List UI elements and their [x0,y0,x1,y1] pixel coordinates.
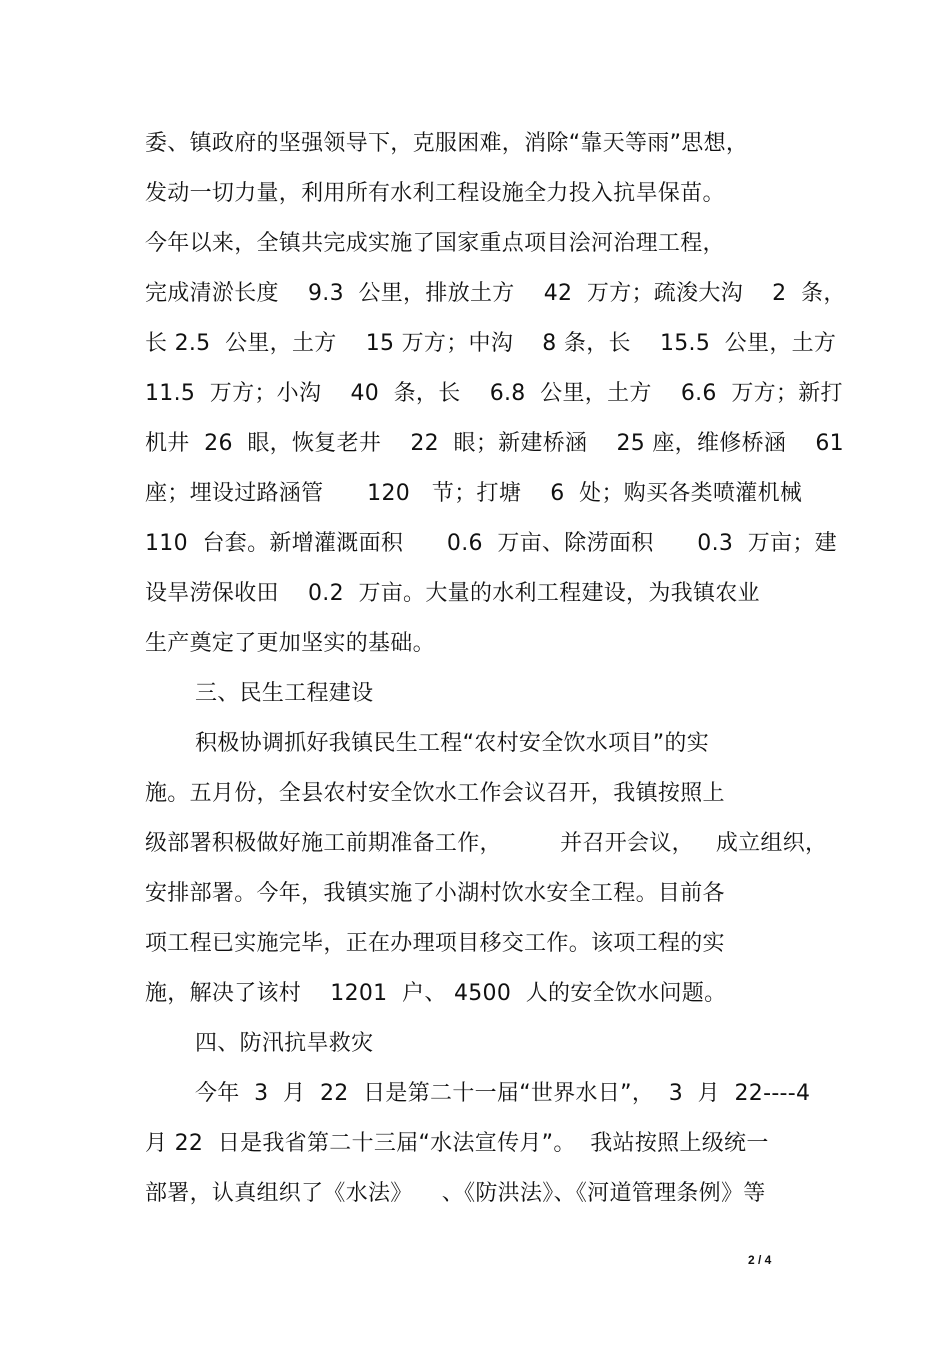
text-line: 长 2.5 公里，土方 15 万方；中沟 8 条，长 15.5 公里，土方 [145,331,837,356]
text-line: 施，解决了该村 1201 户、 4500 人的安全饮水问题。 [145,981,727,1006]
text-line: 机井 26 眼，恢复老井 22 眼；新建桥涵 25 座，维修桥涵 61 [145,431,844,456]
text-line: 部署，认真组织了《水法》 、《防洪法》、《河道管理条例》等 [145,1181,766,1206]
text-line: 级部署积极做好施工前期准备工作， 并召开会议， 成立组织， [145,831,828,856]
text-line: 委、镇政府的坚强领导下，克服困难，消除“靠天等雨”思想， [145,131,749,156]
text-line: 生产奠定了更加坚实的基础。 [145,631,435,656]
section-heading: 三、民生工程建设 [195,681,374,706]
text-line: 施。五月份，全县农村安全饮水工作会议召开，我镇按照上 [145,781,725,806]
section-heading: 四、防汛抗旱救灾 [195,1031,374,1056]
text-line: 设旱涝保收田 0.2 万亩。大量的水利工程建设，为我镇农业 [145,581,760,606]
text-line: 完成清淤长度 9.3 公里，排放土方 42 万方；疏浚大沟 2 条， [145,281,846,306]
text-line: 月 22 日是我省第二十三届“水法宣传月”。 我站按照上级统一 [145,1131,769,1156]
text-line: 11.5 万方；小沟 40 条，长 6.8 公里，土方 6.6 万方；新打 [145,381,843,406]
text-line: 今年 3 月 22 日是第二十一届“世界水日”， 3 月 22----4 [195,1081,811,1106]
page-number: 2 / 4 [748,1253,772,1267]
text-line: 今年以来，全镇共完成实施了国家重点项目浍河治理工程， [145,231,725,256]
text-line: 发动一切力量，利用所有水利工程设施全力投入抗旱保苗。 [145,181,725,206]
text-line: 项工程已实施完毕，正在办理项目移交工作。该项工程的实 [145,931,725,956]
text-line: 安排部署。今年，我镇实施了小湖村饮水安全工程。目前各 [145,881,725,906]
text-line: 座；埋设过路涵管 120 节；打塘 6 处；购买各类喷灌机械 [145,481,803,506]
text-line: 110 台套。新增灌溉面积 0.6 万亩、除涝面积 0.3 万亩；建 [145,531,837,556]
text-line: 积极协调抓好我镇民生工程“农村安全饮水项目”的实 [195,731,709,756]
